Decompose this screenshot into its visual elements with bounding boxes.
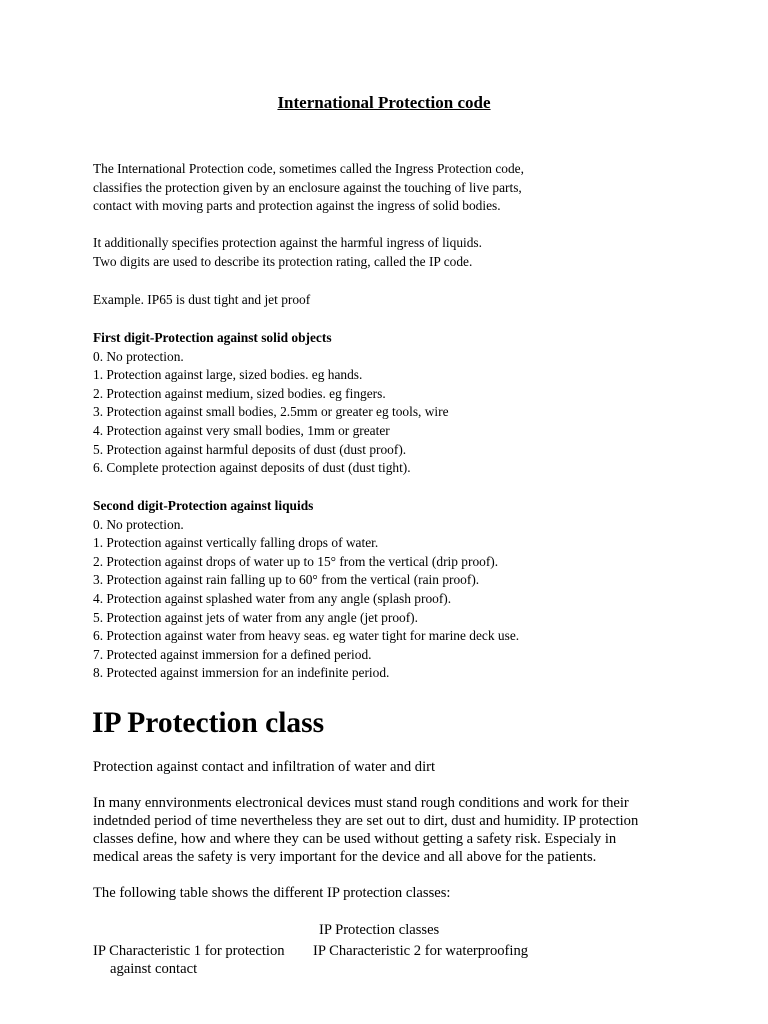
example-line: Example. IP65 is dust tight and jet proof [93, 292, 311, 307]
text-line: It additionally specifies protection against the harmful ingress of liquids. [93, 235, 482, 250]
text-line: classifies the protection given by an enclosure against the touching of live parts, [93, 179, 522, 195]
page-title: International Protection code [277, 93, 491, 112]
text-line: contact with moving parts and protection against the ingress of solid bodies. [93, 198, 501, 214]
list-item: 0. No protection. [93, 348, 184, 364]
list-item: 1. Protection against large, sized bodies. eg hands. [93, 367, 363, 383]
text-line: medical areas the safety is very important for the device and all above for the patients. [93, 849, 597, 865]
first-digit-heading: First digit-Protection against solid objects [93, 330, 332, 345]
table-header-text: IP Characteristic 1 for protection [93, 943, 285, 959]
second-digit-section [93, 497, 519, 683]
table-header-col2: IP Characteristic 2 for waterproofing [313, 943, 529, 959]
list-item: 5. Protection against jets of water from any angle (jet proof). [93, 609, 418, 625]
list-item: 5. Protection against harmful deposits of dust (dust proof). [93, 441, 407, 457]
text-line: Two digits are used to describe its protection rating, called the IP code. [93, 253, 473, 269]
text-line: In many ennvironments electronical devices must stand rough conditions and work for their [93, 795, 629, 811]
ip-class-heading: IP Protection class [92, 707, 325, 739]
list-item: 1. Protection against vertically falling drops of water. [93, 535, 379, 551]
list-item: 3. Protection against rain falling up to 60° from the vertical (rain proof). [93, 572, 480, 588]
intro-paragraph [93, 160, 524, 216]
table-intro: The following table shows the different IP protection classes: [93, 885, 451, 901]
text-line: The International Protection code, sometimes called the Ingress Protection code, [93, 161, 524, 176]
list-item: 0. No protection. [93, 516, 184, 532]
table-header-col1 [93, 942, 285, 978]
ip-class-subtitle: Protection against contact and infiltration of water and dirt [93, 759, 436, 775]
list-item: 8. Protected against immersion for an indefinite period. [93, 665, 390, 681]
list-item: 2. Protection against drops of water up to 15° from the vertical (drip proof). [93, 553, 499, 569]
table-caption: IP Protection classes [319, 922, 440, 938]
second-digit-heading: Second digit-Protection against liquids [93, 498, 314, 513]
list-item: 2. Protection against medium, sized bodies. eg fingers. [93, 385, 386, 401]
list-item: 3. Protection against small bodies, 2.5mm or greater eg tools, wire [93, 404, 449, 420]
list-item: 4. Protection against splashed water from any angle (splash proof). [93, 590, 452, 606]
ip-class-paragraph [93, 794, 638, 866]
additional-paragraph [93, 234, 482, 271]
list-item: 6. Protection against water from heavy seas. eg water tight for marine deck use. [93, 628, 520, 644]
list-item: 4. Protection against very small bodies, 1mm or greater [93, 422, 390, 438]
list-item: 6. Complete protection against deposits of dust (dust tight). [93, 460, 411, 476]
first-digit-section [93, 329, 449, 478]
table-header-text: against contact [110, 961, 198, 977]
list-item: 7. Protected against immersion for a defined period. [93, 646, 372, 662]
text-line: indetnded period of time nevertheless they are set out to dirt, dust and humidity. IP protection [93, 813, 639, 829]
text-line: classes define, how and where they can be used without getting a safety risk. Especialy in [93, 831, 617, 847]
